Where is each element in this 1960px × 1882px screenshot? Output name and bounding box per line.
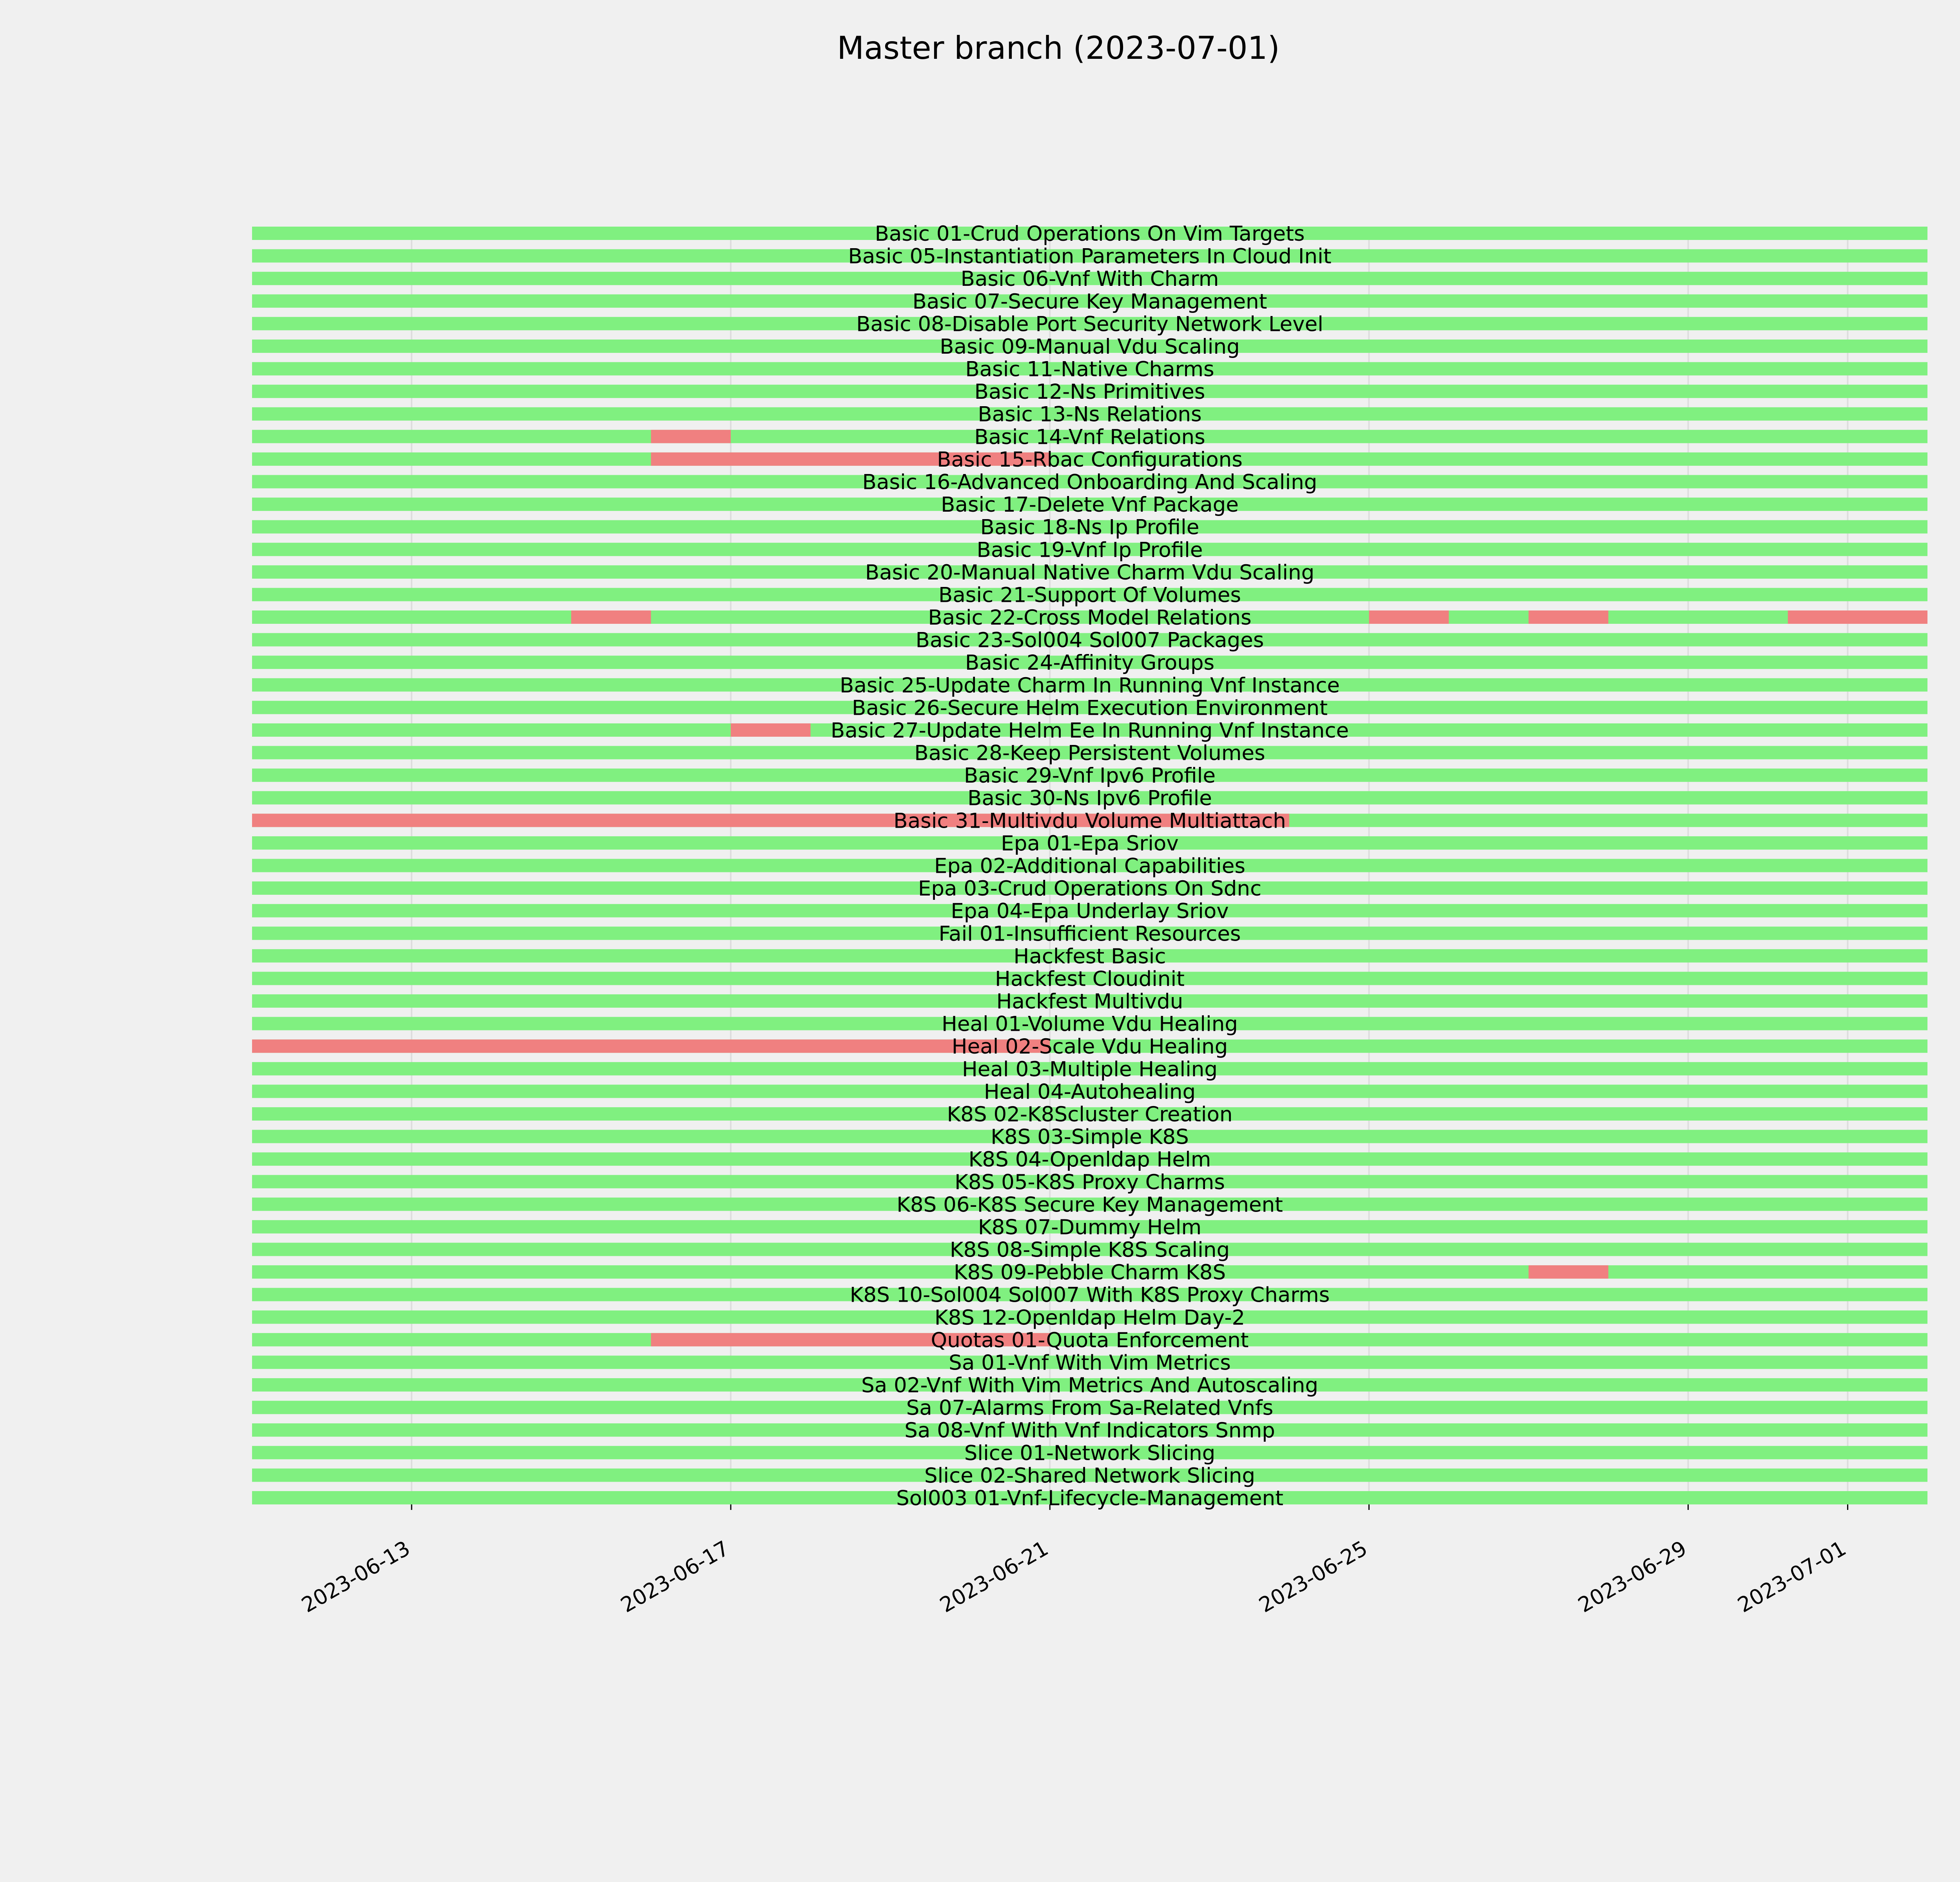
- test-label: Basic 22-Cross Model Relations: [928, 606, 1252, 630]
- test-label: Basic 01-Crud Operations On Vim Targets: [875, 222, 1305, 246]
- test-label: Heal 03-Multiple Healing: [962, 1057, 1218, 1081]
- test-label: Basic 23-Sol004 Sol007 Packages: [915, 628, 1264, 652]
- test-label: Epa 04-Epa Underlay Sriov: [951, 899, 1229, 923]
- x-tick-label: 2023-06-13: [298, 1536, 414, 1618]
- test-label: K8S 08-Simple K8S Scaling: [949, 1238, 1230, 1262]
- test-label: Heal 04-Autohealing: [984, 1080, 1196, 1104]
- test-label: Basic 09-Manual Vdu Scaling: [940, 334, 1240, 359]
- test-label: Sa 07-Alarms From Sa-Related Vnfs: [906, 1396, 1274, 1420]
- test-label: K8S 06-K8S Secure Key Management: [897, 1193, 1283, 1217]
- x-tick-label: 2023-06-29: [1574, 1536, 1691, 1618]
- fail-bar: [1528, 610, 1608, 624]
- test-label: Epa 03-Crud Operations On Sdnc: [918, 877, 1262, 901]
- test-label: Basic 14-Vnf Relations: [974, 425, 1205, 449]
- test-label: Heal 02-Scale Vdu Healing: [951, 1035, 1228, 1059]
- x-tick-label: 2023-06-21: [936, 1536, 1053, 1618]
- test-label: Basic 07-Secure Key Management: [912, 289, 1267, 314]
- x-tick-label: 2023-07-01: [1733, 1536, 1850, 1618]
- test-label: Basic 13-Ns Relations: [978, 402, 1202, 427]
- test-label: K8S 09-Pebble Charm K8S: [953, 1261, 1226, 1285]
- test-label: Hackfest Basic: [1013, 944, 1166, 968]
- test-label: K8S 03-Simple K8S: [991, 1125, 1189, 1149]
- fail-bar: [651, 430, 731, 443]
- test-label: Epa 01-Epa Sriov: [1001, 831, 1179, 856]
- test-label: Heal 01-Volume Vdu Healing: [942, 1012, 1238, 1036]
- chart-title: Master branch (2023-07-01): [837, 30, 1280, 66]
- test-label: K8S 02-K8Scluster Creation: [947, 1102, 1233, 1126]
- fail-bar: [1369, 610, 1449, 624]
- test-label: Basic 06-Vnf With Charm: [960, 267, 1219, 291]
- test-label: Basic 18-Ns Ip Profile: [980, 515, 1200, 540]
- test-label: K8S 07-Dummy Helm: [978, 1215, 1202, 1239]
- test-label: Epa 02-Additional Capabilities: [934, 854, 1245, 878]
- test-label: Hackfest Cloudinit: [995, 967, 1185, 991]
- fail-bar: [1528, 1265, 1608, 1279]
- test-label: Basic 15-Rbac Configurations: [937, 447, 1243, 472]
- test-label: Slice 01-Network Slicing: [964, 1441, 1216, 1465]
- test-label: Sa 02-Vnf With Vim Metrics And Autoscaling: [861, 1373, 1318, 1398]
- test-label: Basic 26-Secure Helm Execution Environment: [852, 696, 1328, 720]
- test-label: Basic 20-Manual Native Charm Vdu Scaling: [865, 560, 1315, 585]
- x-tick-label: 2023-06-25: [1255, 1536, 1372, 1618]
- fail-bar: [731, 723, 811, 737]
- test-label: Basic 17-Delete Vnf Package: [941, 493, 1239, 517]
- test-label: Sa 01-Vnf With Vim Metrics: [949, 1351, 1231, 1375]
- fail-bar: [571, 610, 651, 624]
- test-label: Basic 24-Affinity Groups: [965, 651, 1215, 675]
- test-label: Basic 30-Ns Ipv6 Profile: [967, 786, 1212, 810]
- fail-bar: [1788, 610, 1927, 624]
- test-label: Quotas 01-Quota Enforcement: [931, 1328, 1249, 1352]
- test-label: Basic 05-Instantiation Parameters In Cloud Init: [848, 244, 1332, 269]
- x-tick-label: 2023-06-17: [617, 1536, 733, 1618]
- test-label: Fail 01-Insufficient Resources: [938, 922, 1241, 946]
- fail-bar: [252, 1039, 1050, 1053]
- test-label: Sol003 01-Vnf-Lifecycle-Management: [896, 1486, 1283, 1510]
- test-label: Basic 12-Ns Primitives: [974, 380, 1205, 404]
- test-label: Slice 02-Shared Network Slicing: [924, 1464, 1256, 1488]
- test-label: Basic 25-Update Charm In Running Vnf Instance: [840, 673, 1340, 698]
- test-label: Basic 08-Disable Port Security Network Level: [856, 312, 1323, 336]
- test-label: K8S 12-Openldap Helm Day-2: [934, 1306, 1245, 1330]
- test-label: Basic 29-Vnf Ipv6 Profile: [964, 764, 1216, 788]
- test-label: Basic 16-Advanced Onboarding And Scaling: [862, 470, 1318, 494]
- test-label: Basic 11-Native Charms: [965, 357, 1214, 381]
- test-label: Basic 21-Support Of Volumes: [938, 583, 1241, 607]
- test-label: Hackfest Multivdu: [996, 990, 1183, 1014]
- test-label: K8S 10-Sol004 Sol007 With K8S Proxy Charms: [849, 1283, 1330, 1307]
- test-label: Basic 28-Keep Persistent Volumes: [914, 741, 1265, 765]
- test-label: K8S 04-Openldap Helm: [968, 1148, 1211, 1172]
- test-label: Basic 19-Vnf Ip Profile: [976, 538, 1203, 562]
- test-label: K8S 05-K8S Proxy Charms: [955, 1170, 1225, 1194]
- test-label: Sa 08-Vnf With Vnf Indicators Snmp: [904, 1419, 1275, 1443]
- test-label: Basic 27-Update Helm Ee In Running Vnf Instance: [831, 718, 1349, 743]
- test-label: Basic 31-Multivdu Volume Multiattach: [893, 809, 1286, 833]
